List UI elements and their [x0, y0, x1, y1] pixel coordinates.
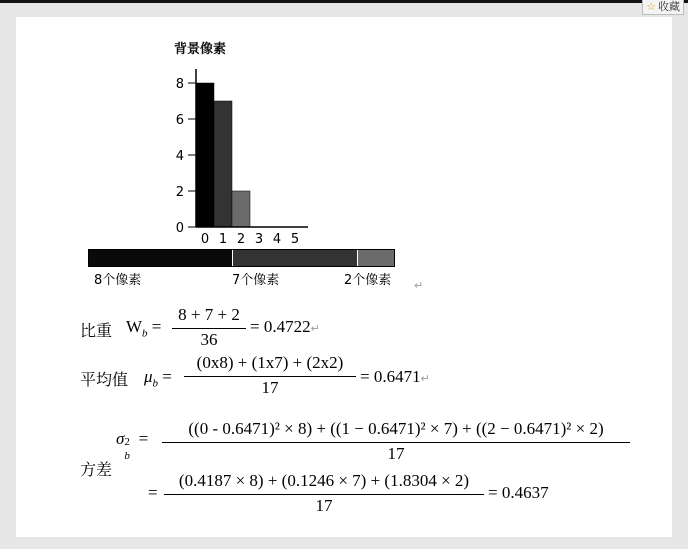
y-tick-6: 6 — [175, 113, 184, 128]
strip-segment-7 — [232, 250, 358, 266]
strip-label-8: 8个像素 — [94, 273, 142, 288]
x-tick-1: 1 — [218, 232, 228, 247]
collect-button[interactable] — [642, 0, 684, 15]
variance-numerator-1: ((0 - 0.6471)² × 8) + ((1 − 0.6471)² × 7) + ((2 − 0.6471)² × 2) — [188, 419, 604, 438]
content-panel — [16, 17, 672, 537]
variance-fraction-1 — [162, 419, 630, 465]
variance-label: 方差 — [80, 460, 113, 479]
mean-label: 平均值 — [80, 370, 129, 389]
bar-2 — [232, 191, 250, 227]
collect-label: 收藏 — [658, 0, 680, 13]
x-tick-2: 2 — [236, 232, 246, 247]
variance-result: = 0.4637 — [488, 483, 549, 502]
x-tick-3: 3 — [254, 232, 264, 247]
strip-segment-8 — [89, 250, 232, 266]
mean-symbol: $\mu_b$ = — [144, 367, 172, 390]
pixel-strip — [88, 249, 395, 267]
strip-segment-2 — [357, 250, 394, 266]
variance-denominator-2: 17 — [315, 496, 333, 515]
y-tick-4: 4 — [175, 149, 184, 164]
mean-denominator: 17 — [261, 378, 279, 397]
x-tick-5: 5 — [290, 232, 300, 247]
y-tick-0: 0 — [175, 221, 184, 236]
variance-symbol: σ 2 b = — [116, 429, 149, 462]
star-icon: ☆ — [646, 0, 656, 13]
y-tick-8: 8 — [175, 77, 184, 92]
variance-equals: = — [148, 483, 158, 502]
mean-result: = 0.6471↵ — [360, 367, 430, 386]
histogram-chart — [16, 17, 672, 277]
weight-result: = 0.4722↵ — [250, 317, 320, 336]
weight-symbol: $W_b$ = — [126, 317, 162, 340]
x-tick-4: 4 — [272, 232, 282, 247]
variance-denominator-1: 17 — [387, 444, 405, 463]
weight-denominator: 36 — [200, 330, 218, 349]
return-mark: ↵ — [414, 279, 424, 292]
x-tick-0: 0 — [200, 232, 210, 247]
mean-numerator: (0x8) + (1x7) + (2x2) — [196, 353, 344, 372]
weight-numerator: 8 + 7 + 2 — [178, 305, 240, 324]
mean-fraction — [184, 353, 356, 399]
weight-fraction — [172, 305, 246, 351]
strip-label-7: 7个像素 — [232, 273, 280, 288]
top-border — [0, 0, 688, 3]
y-tick-2: 2 — [175, 185, 184, 200]
bar-1 — [214, 101, 232, 227]
variance-fraction-2 — [164, 471, 484, 517]
bar-0 — [196, 83, 214, 227]
strip-label-2: 2个像素 — [344, 273, 392, 288]
variance-numerator-2: (0.4187 × 8) + (0.1246 × 7) + (1.8304 × 2) — [178, 471, 470, 490]
chart-title: 背景像素 — [174, 42, 227, 57]
weight-label: 比重 — [80, 321, 113, 340]
